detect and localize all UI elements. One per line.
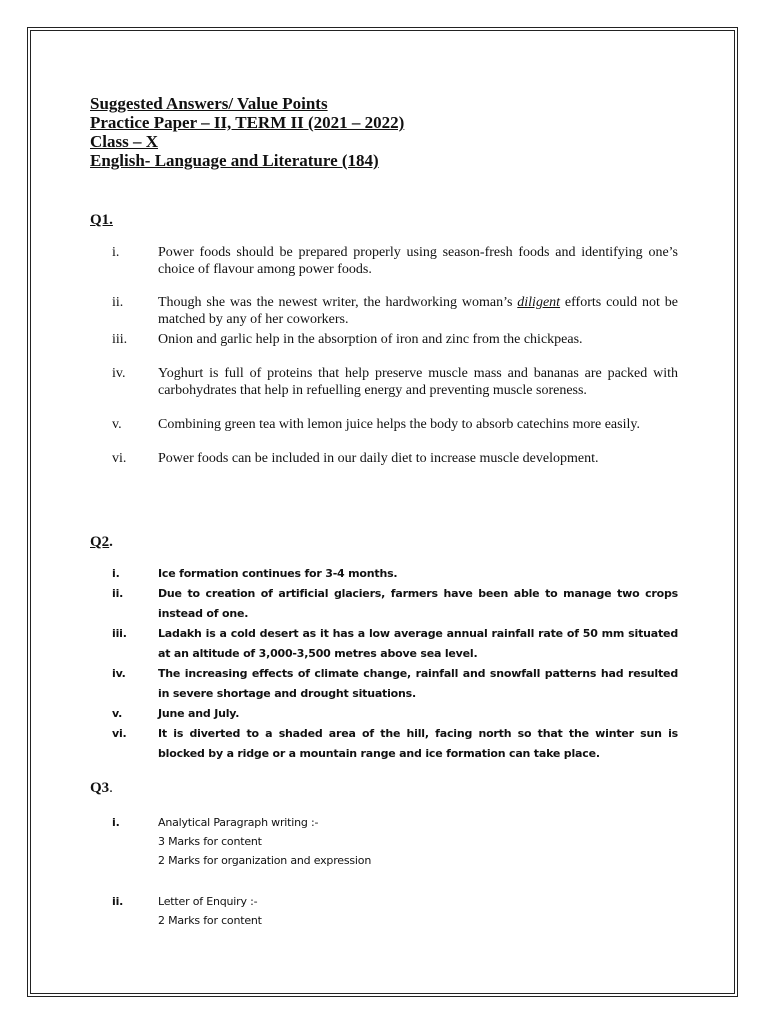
- header-paper: Practice Paper – II, TERM II (2021 – 2022): [90, 113, 405, 132]
- header-title: Suggested Answers/ Value Points: [90, 94, 328, 113]
- q3-heading: Q3.: [90, 780, 113, 796]
- q3-item-ii-title: Letter of Enquiry :-: [158, 895, 258, 908]
- q1-heading: Q1.: [90, 212, 113, 228]
- q1-item-v: v. Combining green tea with lemon juice helps the body to absorb catechins more easily.: [112, 417, 640, 432]
- q1-item-i: i. Power foods should be prepared properly using season-fresh foods and identifying one’s choice of flavour among power foods.: [112, 245, 678, 277]
- q1-item-iv: iv. Yoghurt is full of proteins that help preserve muscle mass and bananas are packed with carbohydrates that help in refuelling energy and preventing muscle soreness.: [112, 366, 678, 398]
- header-subject: English- Language and Literature (184): [90, 151, 379, 170]
- q3-item-ii-line1: 2 Marks for content: [158, 914, 262, 927]
- q3-item-ii: ii. Letter of Enquiry :- 2 Marks for content: [112, 892, 678, 930]
- emphasized-word: diligent: [517, 295, 561, 310]
- q3-item-i-line1: 3 Marks for content: [158, 835, 262, 848]
- q2-item-v: v. June and July.: [112, 707, 240, 720]
- q2-item-ii: ii. Due to creation of artificial glaciers, farmers have been able to manage two crops instead of one.: [112, 587, 678, 620]
- q3-item-i: i. Analytical Paragraph writing :- 3 Marks for content 2 Marks for organization and expression: [112, 813, 678, 870]
- q3-item-i-line2: 2 Marks for organization and expression: [158, 854, 372, 867]
- q3-item-i-title: Analytical Paragraph writing :-: [158, 816, 319, 829]
- q2-heading: Q2.: [90, 534, 113, 550]
- q2-item-iii: iii. Ladakh is a cold desert as it has a low average annual rainfall rate of 50 mm situated at an altitude of 3,000-3,500 metres above sea level.: [112, 627, 678, 660]
- header-class: Class – X: [90, 132, 159, 151]
- q2-item-vi: vi. It is diverted to a shaded area of the hill, facing north so that the winter sun is blocked by a ridge or a mountain range and ice formation can take place.: [112, 727, 678, 760]
- q1-item-iii: iii. Onion and garlic help in the absorption of iron and zinc from the chickpeas.: [112, 332, 583, 347]
- q1-item-vi: vi. Power foods can be included in our daily diet to increase muscle development.: [112, 451, 599, 466]
- q1-item-ii: ii. Though she was the newest writer, the hardworking woman’s diligent efforts could not be matched by any of her coworkers.: [112, 295, 678, 327]
- q2-item-i: i. Ice formation continues for 3-4 months.: [112, 567, 398, 580]
- q2-item-iv: iv. The increasing effects of climate change, rainfall and snowfall patterns had resulted in severe shortage and drought situations.: [112, 667, 678, 700]
- document-header: [90, 94, 404, 170]
